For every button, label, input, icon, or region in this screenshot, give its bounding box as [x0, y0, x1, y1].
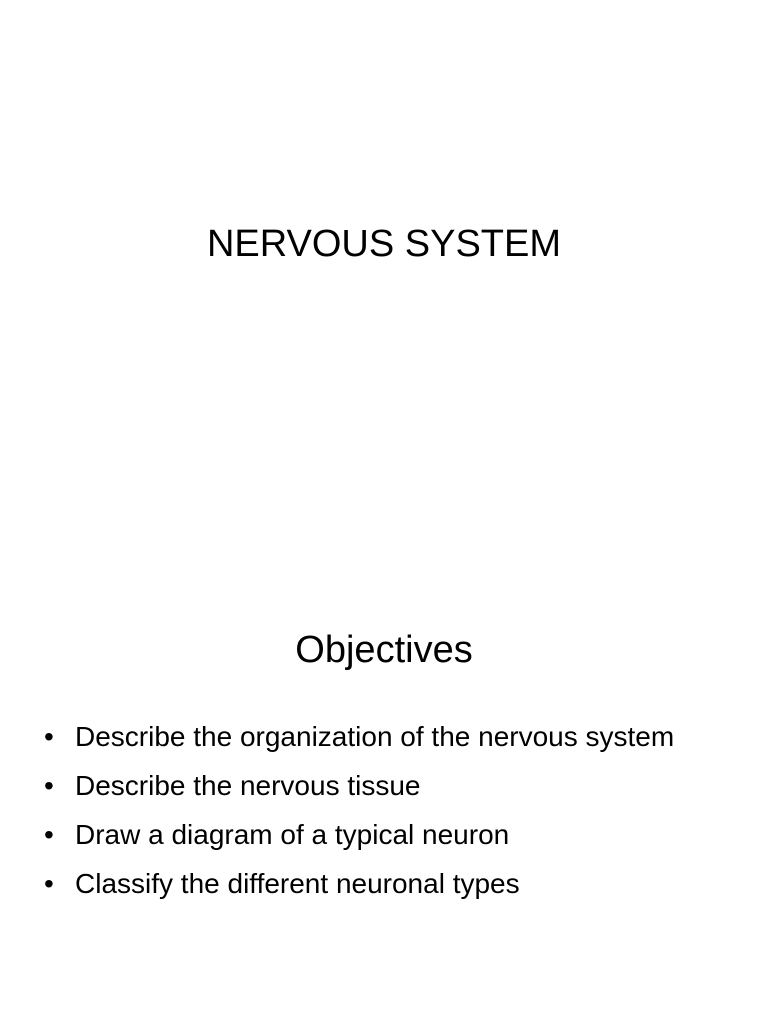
list-item [40, 814, 740, 855]
list-item-text: Draw a diagram of a typical neuron [75, 819, 510, 850]
bullet-icon: • [44, 770, 54, 801]
list-item [40, 765, 740, 806]
list-item [40, 716, 740, 757]
bullet-icon: • [44, 868, 54, 899]
slide-title: NERVOUS SYSTEM [206, 223, 562, 265]
title-slide [0, 0, 768, 510]
list-item-text: Describe the nervous tissue [75, 770, 421, 801]
list-item-text: Classify the different neuronal types [75, 868, 520, 899]
bullet-icon: • [44, 819, 54, 850]
objectives-title: Objectives [295, 629, 473, 671]
objectives-slide [0, 510, 768, 1024]
bullet-icon: • [44, 721, 54, 752]
list-item [40, 863, 740, 904]
objectives-list [40, 716, 740, 912]
list-item-text: Describe the organization of the nervous system [75, 721, 675, 752]
